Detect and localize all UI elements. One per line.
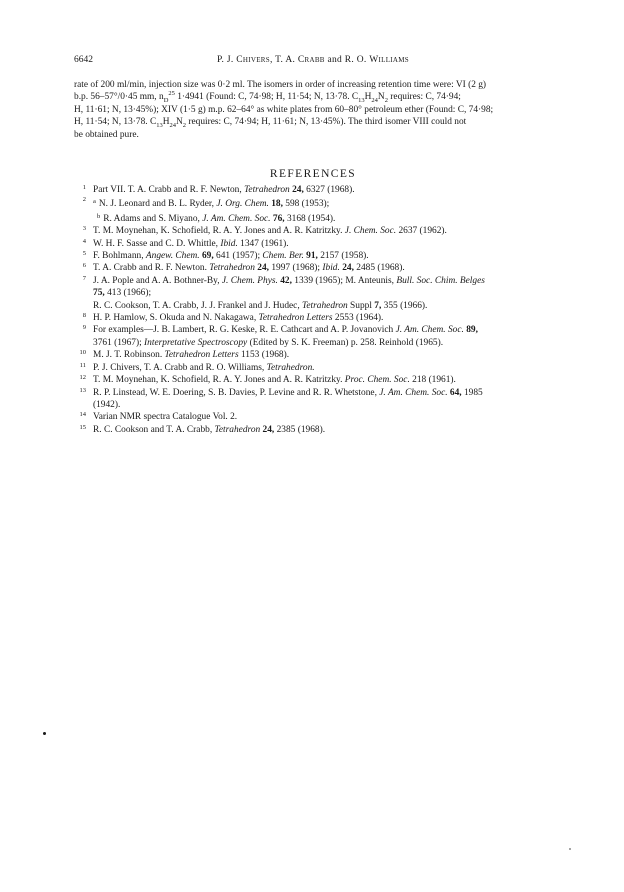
- reference-item: 15 R. C. Cookson and T. A. Crabb, Tetrahedron 24, 2385 (1968).: [79, 423, 326, 435]
- reference-continuation: 3761 (1967); Interpretative Spectroscopy (Edited by S. K. Freeman) p. 258. Reinhold (1965).: [93, 337, 444, 348]
- page-header: [74, 55, 552, 69]
- reference-item: 9 For examples—J. B. Lambert, R. G. Keske, R. E. Cathcart and A. P. Jovanovich J. Am. Chem. Soc. 89,: [82, 324, 478, 336]
- reference-item: 14 Varian NMR spectra Catalogue Vol. 2.: [79, 411, 238, 423]
- reference-item: 10 M. J. T. Robinson. Tetrahedron Letters 1153 (1968).: [79, 349, 290, 361]
- reference-item: 8 H. P. Hamlow, S. Okuda and N. Nakagawa, Tetrahedron Letters 2553 (1964).: [82, 312, 384, 324]
- reference-item: 3 T. M. Moynehan, K. Schofield, R. A. Y. Jones and A. R. Katritzky. J. Chem. Soc. 2637 (1962).: [82, 225, 447, 237]
- reference-continuation: 75, 413 (1966);: [93, 288, 152, 299]
- reference-continuation: (1942).: [93, 399, 121, 410]
- references-list: [74, 184, 560, 436]
- reference-item: 11 P. J. Chivers, T. A. Crabb and R. O. Williams, Tetrahedron.: [79, 361, 315, 373]
- paragraph-line: be obtained pure.: [74, 129, 139, 140]
- running-head-authors: P. J. Chivers, T. A. Crabb and R. O. Williams: [216, 55, 409, 65]
- paragraph-line: b.p. 56–57°/0·45 mm, $n_D^{25}$ 1·4941 (Found: C, 74·98; H, 11·54; N, 13·78. $C_{13}H_{24}N_2$ requires: C, 74·94;: [74, 90, 461, 105]
- reference-item: 2 $^a$ N. J. Leonard and B. L. Ryder, J. Org. Chem. 18, 598 (1953);: [82, 196, 330, 210]
- reference-continuation: R. C. Cookson, T. A. Crabb, J. J. Frankel and J. Hudec, Tetrahedron Suppl 7, 355 (1966).: [93, 300, 428, 311]
- scan-speck: [569, 848, 571, 850]
- reference-item: 7 J. A. Pople and A. A. Bothner-By, J. Chem. Phys. 42, 1339 (1965); M. Anteunis, Bull. Soc. Chim. Belges: [82, 274, 485, 286]
- paragraph-line: H, 11·61; N, 13·45%); XIV (1·5 g) m.p. 62–64° as white plates from 60–80° petroleum ether (Found: C, 74·98;: [74, 104, 494, 115]
- page-number: 6642: [74, 55, 93, 65]
- reference-item: 5 F. Bohlmann, Angew. Chem. 69, 641 (1957); Chem. Ber. 91, 2157 (1958).: [82, 250, 369, 262]
- reference-item: 12 T. M. Moynehan, K. Schofield, R. A. Y. Jones and A. R. Katritzky. Proc. Chem. Soc. 218 (1961).: [79, 374, 456, 386]
- reference-item: 13 R. P. Linstead, W. E. Doering, S. B. Davies, P. Levine and R. R. Whetstone, J. Am. Chem. Soc. 64, 1985: [79, 386, 483, 398]
- paragraph-line: rate of 200 ml/min, injection size was 0·2 ml. The isomers in order of increasing retention time were: VI (2 g): [74, 80, 487, 90]
- paragraph-line: H, 11·54; N, 13·78. $C_{13}H_{24}N_2$ requires: C, 74·94; H, 11·61; N, 13·45%). The third isomer VIII could not: [74, 117, 467, 130]
- margin-dot: [43, 732, 46, 735]
- reference-item: 1 Part VII. T. A. Crabb and R. F. Newton, Tetrahedron 24, 6327 (1968).: [82, 184, 355, 195]
- reference-item: $^b$ R. Adams and S. Miyano, J. Am. Chem. Soc. 76, 3168 (1954).: [97, 212, 336, 224]
- experimental-paragraph: [74, 79, 560, 141]
- reference-item: 4 W. H. F. Sasse and C. D. Whittle, Ibid. 1347 (1961).: [82, 237, 289, 249]
- reference-item: 6 T. A. Crabb and R. F. Newton. Tetrahedron 24, 1997 (1968); Ibid. 24, 2485 (1968).: [82, 262, 405, 274]
- references-heading: REFERENCES: [269, 168, 357, 180]
